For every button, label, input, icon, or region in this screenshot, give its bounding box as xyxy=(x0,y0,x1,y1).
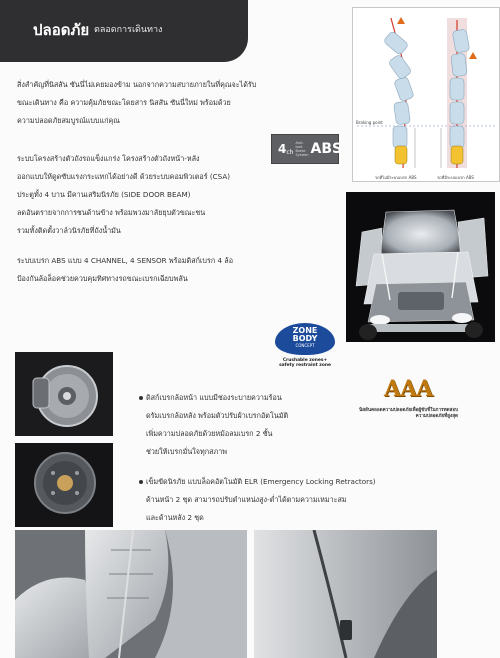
structure-line: ออกแบบให้ดูดซับแรงกระแทกได้อย่างดี ด้วยระบบคอมพิวเตอร์ (CSA) xyxy=(17,172,231,181)
brake-line: ดรัมเบรกล้อหลัง พร้อมตัวปรับผ้าเบรกอัตโนมัติ xyxy=(146,411,289,420)
intro-paragraph xyxy=(17,76,256,130)
zone-body-title-line1: ZONE xyxy=(292,326,318,335)
drum-brake-illustration xyxy=(15,443,113,527)
aaa-safety-badge xyxy=(346,376,458,424)
intro-line: ขณะเดินทาง คือ ความคุ้มภัยขณะโดยสาร นิสสัน ซันนี่ใหม่ พร้อมด้วย xyxy=(17,98,231,107)
structure-line: ระบบโครงสร้างตัวถังรถแข็งแกร่ง โครงสร้างตัวถังหน้า-หลัง xyxy=(17,154,200,163)
zone-body-concept-text: CONCEPT xyxy=(295,343,315,348)
abs-paragraph xyxy=(17,252,233,288)
structure-line: ลดอันตรายจากการชนด้านข้าง พร้อมพวงมาลัยยุบตัวขณะชน xyxy=(17,208,206,217)
disc-brake-illustration xyxy=(15,352,113,436)
abs-badge-logo xyxy=(271,134,343,164)
car-body-frame-photo xyxy=(346,192,495,342)
abs-badge-small-text: Anti-lock Brake System xyxy=(295,141,309,157)
page-title: ปลอดภัย xyxy=(33,21,90,39)
seatbelt-door-photo xyxy=(254,530,437,658)
seatbelt-door-illustration xyxy=(254,530,437,658)
intro-line: สิ่งสำคัญที่นิสสัน ซันนี่ไม่เคยมองข้าม นอกจากความสบายภายในที่คุณจะได้รับ xyxy=(17,80,257,89)
aaa-caption-line1: นิสสันคลอดความปลอดภัยเพื่อผู้ขับขี่ในการทดสอบ xyxy=(359,408,458,413)
brake-line: เพิ่มความปลอดภัยด้วยหม้อลมเบรก 2 ชั้น xyxy=(146,429,273,438)
structure-line: รวมทั้งติดตั้งวาล์วนิรภัยที่ถังน้ำมัน xyxy=(17,226,121,235)
abs-badge-number: 4 xyxy=(278,142,287,156)
zone-body-caption-line2: safety restraint zone xyxy=(279,363,331,368)
diagram-caption-abs: รถที่มีระบบเบรก ABS xyxy=(437,175,474,180)
aaa-letters: AAA xyxy=(384,376,433,402)
abs-badge-label: ABS xyxy=(310,141,343,157)
abs-braking-diagram xyxy=(352,7,500,182)
brake-feature-text xyxy=(146,389,288,461)
page-subtitle: ตลอดการเดินทาง xyxy=(94,25,163,35)
brake-line: ดิสก์เบรกล้อหน้า แบบมีช่องระบายความร้อน xyxy=(146,393,282,402)
seatbelt-line: และด้านหลัง 2 ชุด xyxy=(146,513,204,522)
aaa-caption xyxy=(346,408,458,420)
intro-line: ความปลอดภัยสมบูรณ์แบบแก่คุณ xyxy=(17,116,120,125)
zone-body-caption xyxy=(271,358,339,368)
abs-line: ระบบเบรก ABS แบบ 4 CHANNEL, 4 SENSOR พร้อมดิสก์เบรก 4 ล้อ xyxy=(17,256,234,265)
zone-body-caption-line1: Crushable zones+ xyxy=(282,358,328,363)
braking-point-label: Braking point xyxy=(356,120,383,125)
bullet-dot xyxy=(139,396,143,400)
diagram-caption-no-abs: รถที่ไม่มีระบบเบรก ABS xyxy=(375,175,417,180)
seatbelt-line: ด้านหน้า 2 ชุด สามารถปรับตำแหน่งสูง-ต่ำได้ตามความเหมาะสม xyxy=(146,495,347,504)
aaa-caption-line2: ความปลอดภัยที่สูงสุด xyxy=(415,414,458,419)
zone-body-title xyxy=(271,327,339,343)
header-banner xyxy=(0,0,248,62)
structure-paragraph xyxy=(17,150,230,240)
disc-brake-photo xyxy=(15,352,113,436)
seatbelt-line: เข็มขัดนิรภัย แบบล็อคอัตโนมัติ ELR (Emergency Locking Retractors) xyxy=(146,477,376,486)
abs-line: ป้องกันล้อล็อคช่วยควบคุมทิศทางรถขณะเบรกเฉียบพลัน xyxy=(17,274,188,283)
seat-interior-photo xyxy=(15,530,247,658)
abs-badge-channel: ch xyxy=(286,148,294,156)
seatbelt-feature-text xyxy=(146,473,376,527)
zone-body-title-line2: BODY xyxy=(292,334,318,343)
seat-illustration xyxy=(15,530,247,658)
car-frame-illustration xyxy=(346,192,495,342)
bullet-dot xyxy=(139,480,143,484)
zone-body-concept-logo xyxy=(271,323,339,371)
structure-line: ประตูทั้ง 4 บาน มีคานเสริมนิรภัย (SIDE DOOR BEAM) xyxy=(17,190,191,199)
drum-brake-photo xyxy=(15,443,113,527)
abs-diagram-graphic xyxy=(353,8,500,182)
brake-line: ช่วยให้เบรกมั่นใจทุกสภาพ xyxy=(146,447,227,456)
